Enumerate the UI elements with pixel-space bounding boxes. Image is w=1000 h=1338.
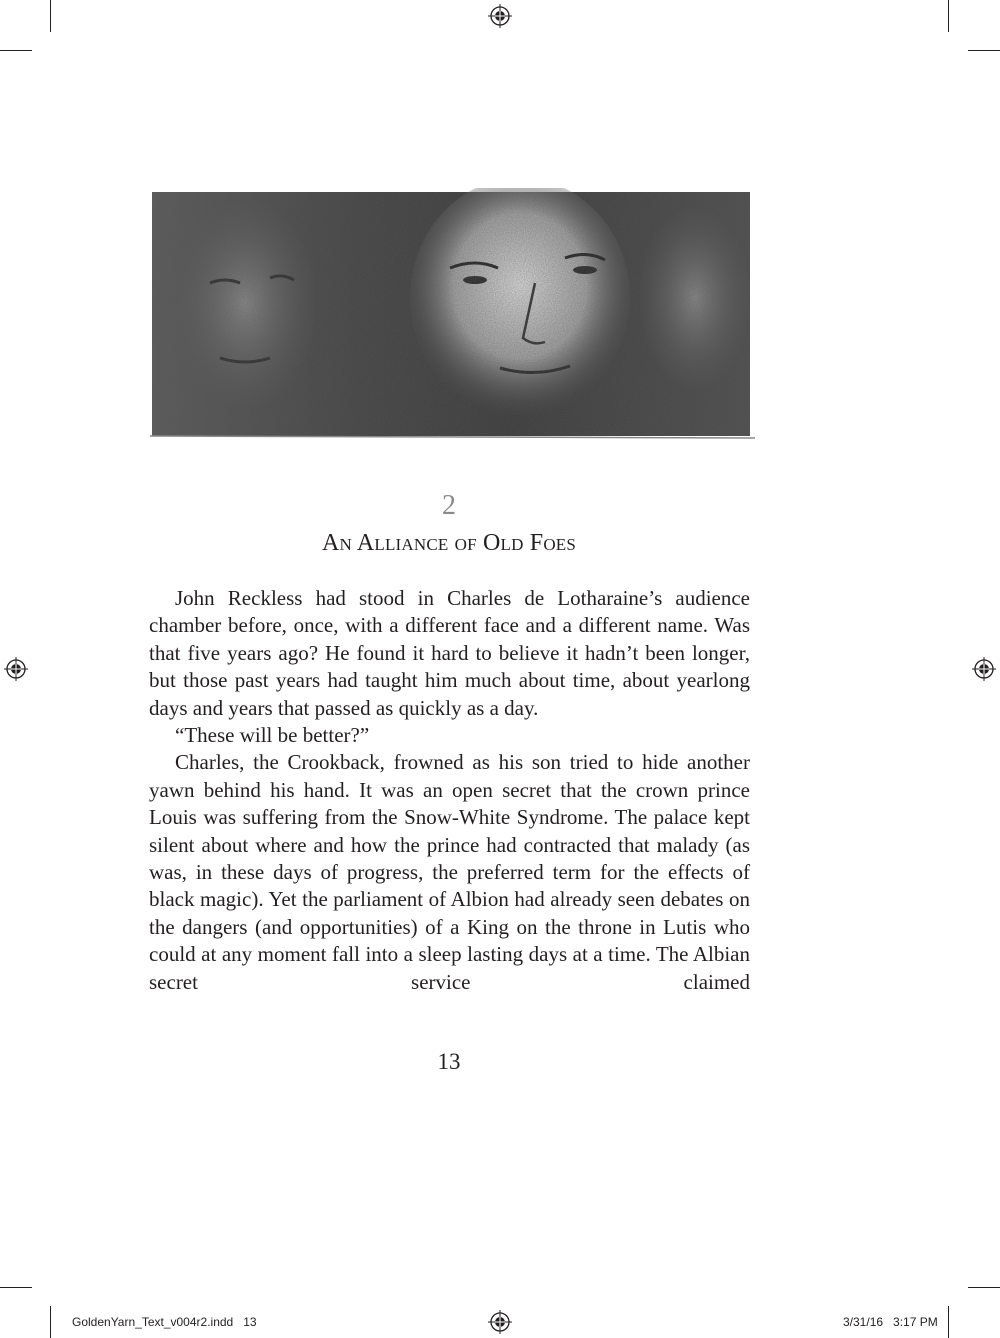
slug-date-time: 3/31/16 3:17 PM: [843, 1315, 938, 1329]
crop-mark-bottom-left-horizontal: [0, 1287, 32, 1288]
crop-mark-top-left-vertical: [50, 0, 51, 32]
slug-file-name: GoldenYarn_Text_v004r2.indd 13: [72, 1315, 257, 1329]
crop-mark-top-left-horizontal: [0, 50, 32, 51]
pencil-sketch-faces-illustration: [150, 188, 755, 442]
crop-mark-bottom-left-vertical: [50, 1306, 51, 1338]
chapter-number: 2: [442, 490, 456, 521]
registration-mark-left-icon: [4, 657, 28, 681]
paragraph: “These will be better?”: [175, 723, 370, 748]
paragraph: Charles, the Crookback, frowned as his son tried to hide another yawn behind his hand. It was an open secret that the crown prince Louis was suffering from the Snow-White Syndrome. The palace kept silent about where and how the prince had contracted that malady (as was, in these days of progress, the preferred term for the effects of black magic). Yet the parliament of Albion had already seen debates on the dangers (and opportunities) of a King on the throne in Lutis who could at any moment fall into a sleep lasting days at a time. The Albian secret service claimed: [149, 750, 750, 994]
registration-mark-top-icon: [488, 4, 512, 28]
crop-mark-bottom-right-vertical: [948, 1306, 949, 1338]
crop-mark-top-right-horizontal: [968, 50, 1000, 51]
crop-mark-top-right-vertical: [948, 0, 949, 32]
page-number: 13: [437, 1049, 461, 1074]
registration-mark-right-icon: [972, 657, 996, 681]
chapter-title: An Alliance of Old Foes: [321, 530, 577, 556]
body-text: [149, 585, 750, 996]
registration-mark-bottom-icon: [488, 1310, 512, 1334]
paragraph: John Reckless had stood in Charles de Lotharaine’s audience chamber before, once, with a different face and a different name. Was that five years ago? He found it hard to believe it hadn’t been longer, but those past years had taught him much about time, about yearlong days and years that passed as quickly as a day.: [149, 586, 750, 720]
crop-mark-bottom-right-horizontal: [968, 1287, 1000, 1288]
